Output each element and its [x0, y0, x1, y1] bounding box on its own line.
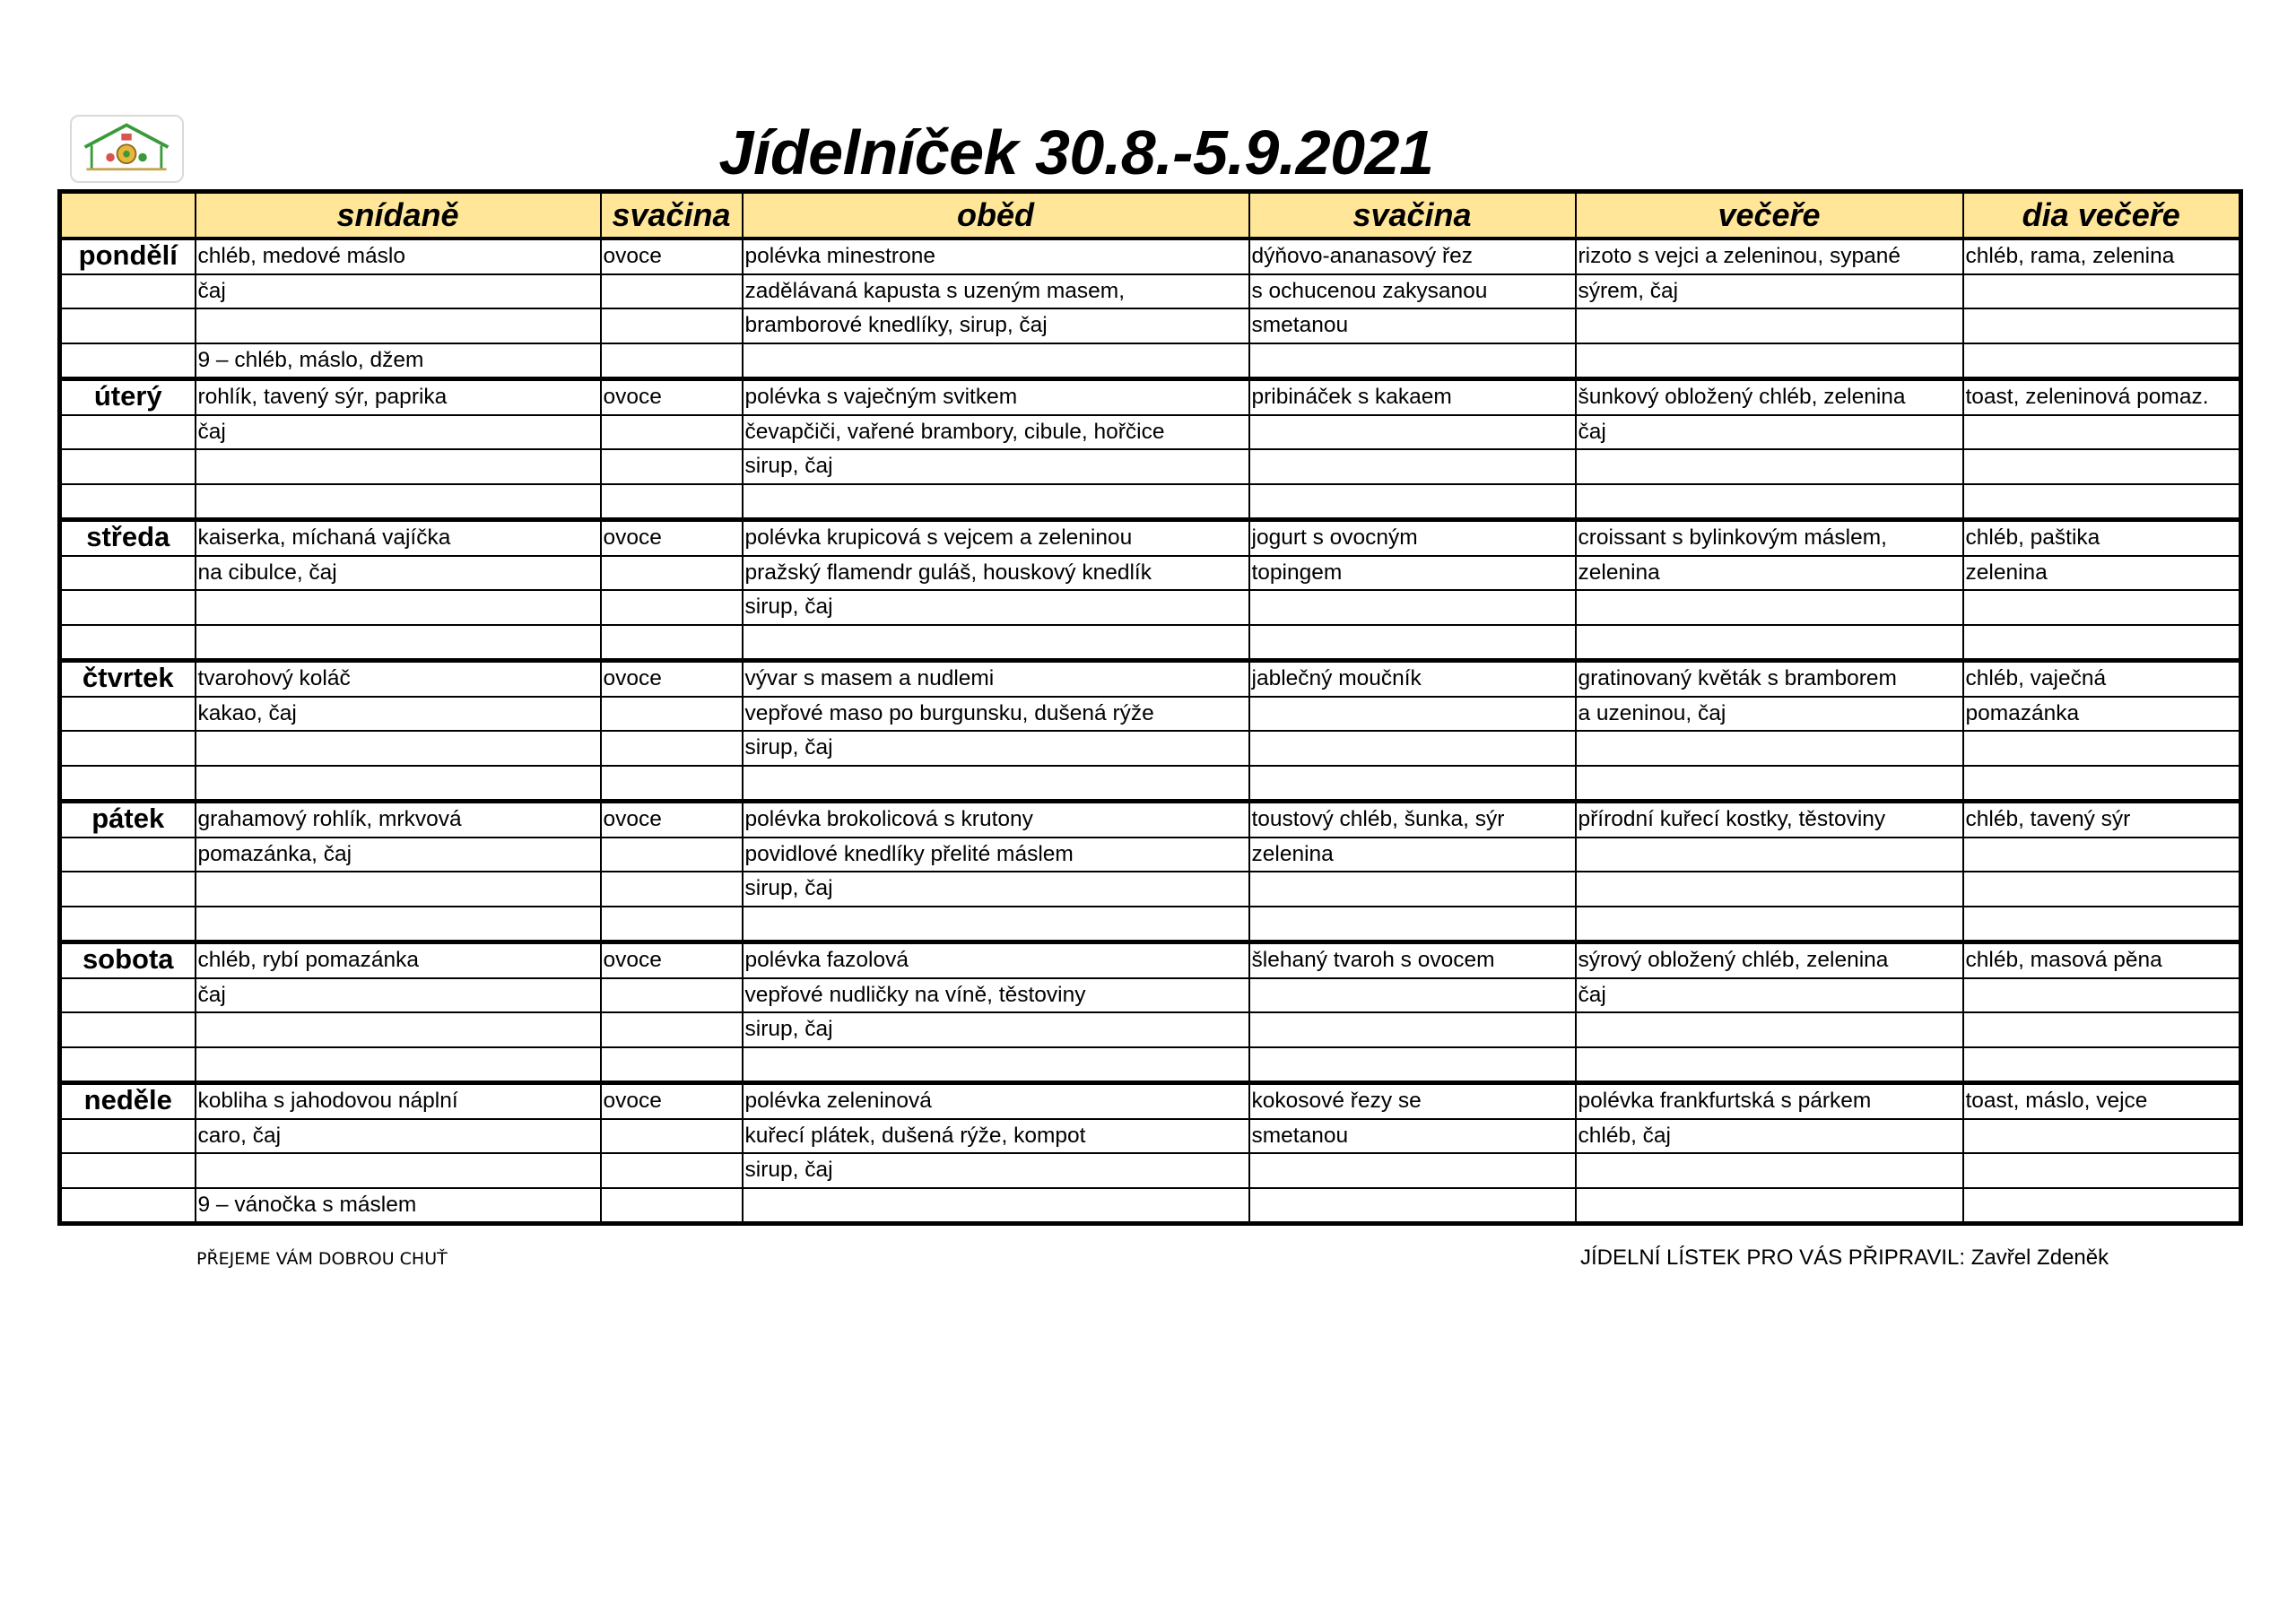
- column-header-diabetic-dinner: dia večeře: [1963, 192, 2241, 239]
- snack-morning-cell: ovoce: [601, 802, 743, 838]
- dinner-cell: [1576, 484, 1963, 520]
- snack-morning-cell: [601, 1012, 743, 1047]
- snack-afternoon-cell: [1249, 1188, 1576, 1224]
- lunch-cell: vývar s masem a nudlemi: [743, 661, 1249, 697]
- table-row: [60, 415, 2241, 450]
- lunch-cell: povidlové knedlíky přelité máslem: [743, 838, 1249, 872]
- snack-morning-cell: [601, 978, 743, 1013]
- table-row: [60, 1119, 2241, 1154]
- diabetic-dinner-cell: toast, máslo, vejce: [1963, 1083, 2241, 1119]
- column-header-snack-afternoon: svačina: [1249, 192, 1576, 239]
- table-row: [60, 379, 2241, 415]
- day-cell: [60, 308, 196, 343]
- diabetic-dinner-cell: [1963, 766, 2241, 802]
- diabetic-dinner-cell: [1963, 590, 2241, 625]
- dinner-cell: [1576, 766, 1963, 802]
- snack-morning-cell: [601, 556, 743, 591]
- lunch-cell: sirup, čaj: [743, 731, 1249, 766]
- lunch-cell: čevapčiči, vařené brambory, cibule, hořčice: [743, 415, 1249, 450]
- snack-afternoon-cell: [1249, 1047, 1576, 1083]
- dinner-cell: [1576, 838, 1963, 872]
- dinner-cell: [1576, 1188, 1963, 1224]
- footer-wish: PŘEJEME VÁM DOBROU CHUŤ: [196, 1249, 448, 1269]
- day-cell: pátek: [60, 802, 196, 838]
- dinner-cell: [1576, 343, 1963, 379]
- snack-morning-cell: [601, 449, 743, 484]
- snack-morning-cell: [601, 1153, 743, 1188]
- dinner-cell: sýrový obložený chléb, zelenina: [1576, 942, 1963, 978]
- day-cell: [60, 697, 196, 732]
- snack-morning-cell: ovoce: [601, 1083, 743, 1119]
- diabetic-dinner-cell: [1963, 1119, 2241, 1154]
- lunch-cell: polévka s vaječným svitkem: [743, 379, 1249, 415]
- diabetic-dinner-cell: [1963, 1047, 2241, 1083]
- diabetic-dinner-cell: [1963, 343, 2241, 379]
- snack-morning-cell: [601, 484, 743, 520]
- lunch-cell: polévka minestrone: [743, 239, 1249, 274]
- snack-afternoon-cell: kokosové řezy se: [1249, 1083, 1576, 1119]
- diabetic-dinner-cell: [1963, 838, 2241, 872]
- snack-afternoon-cell: [1249, 907, 1576, 942]
- lunch-cell: [743, 1047, 1249, 1083]
- table-row: [60, 942, 2241, 978]
- snack-afternoon-cell: jablečný moučník: [1249, 661, 1576, 697]
- day-cell: [60, 449, 196, 484]
- breakfast-cell: [196, 872, 601, 907]
- snack-morning-cell: [601, 907, 743, 942]
- diabetic-dinner-cell: [1963, 731, 2241, 766]
- snack-afternoon-cell: topingem: [1249, 556, 1576, 591]
- diabetic-dinner-cell: [1963, 484, 2241, 520]
- lunch-cell: pražský flamendr guláš, houskový knedlík: [743, 556, 1249, 591]
- table-row: [60, 661, 2241, 697]
- day-cell: [60, 1188, 196, 1224]
- table-row: [60, 556, 2241, 591]
- snack-morning-cell: [601, 1188, 743, 1224]
- breakfast-cell: [196, 449, 601, 484]
- day-cell: [60, 484, 196, 520]
- diabetic-dinner-cell: [1963, 1188, 2241, 1224]
- breakfast-cell: [196, 1153, 601, 1188]
- dinner-cell: [1576, 1153, 1963, 1188]
- breakfast-cell: [196, 308, 601, 343]
- table-row: [60, 838, 2241, 872]
- day-cell: [60, 556, 196, 591]
- dinner-cell: croissant s bylinkovým máslem,: [1576, 520, 1963, 556]
- table-row: [60, 1188, 2241, 1224]
- dinner-cell: chléb, čaj: [1576, 1119, 1963, 1154]
- snack-afternoon-cell: [1249, 590, 1576, 625]
- lunch-cell: zadělávaná kapusta s uzeným masem,: [743, 274, 1249, 309]
- dinner-cell: [1576, 590, 1963, 625]
- lunch-cell: polévka brokolicová s krutony: [743, 802, 1249, 838]
- breakfast-cell: caro, čaj: [196, 1119, 601, 1154]
- day-cell: [60, 731, 196, 766]
- column-header-day: [60, 192, 196, 239]
- dinner-cell: [1576, 1047, 1963, 1083]
- snack-afternoon-cell: [1249, 343, 1576, 379]
- diabetic-dinner-cell: [1963, 625, 2241, 661]
- table-row: [60, 449, 2241, 484]
- breakfast-cell: [196, 590, 601, 625]
- breakfast-cell: [196, 766, 601, 802]
- dinner-cell: [1576, 731, 1963, 766]
- lunch-cell: [743, 625, 1249, 661]
- snack-morning-cell: [601, 872, 743, 907]
- breakfast-cell: pomazánka, čaj: [196, 838, 601, 872]
- breakfast-cell: [196, 1012, 601, 1047]
- diabetic-dinner-cell: [1963, 274, 2241, 309]
- snack-morning-cell: [601, 625, 743, 661]
- lunch-cell: kuřecí plátek, dušená rýže, kompot: [743, 1119, 1249, 1154]
- dinner-cell: přírodní kuřecí kostky, těstoviny: [1576, 802, 1963, 838]
- table-row: [60, 308, 2241, 343]
- snack-morning-cell: [601, 766, 743, 802]
- table-row: [60, 274, 2241, 309]
- table-row: [60, 239, 2241, 274]
- dinner-cell: čaj: [1576, 415, 1963, 450]
- dinner-cell: [1576, 308, 1963, 343]
- dinner-cell: gratinovaný květák s bramborem: [1576, 661, 1963, 697]
- day-cell: [60, 1153, 196, 1188]
- lunch-cell: polévka zeleninová: [743, 1083, 1249, 1119]
- day-cell: [60, 625, 196, 661]
- diabetic-dinner-cell: chléb, paštika: [1963, 520, 2241, 556]
- snack-afternoon-cell: [1249, 697, 1576, 732]
- snack-afternoon-cell: dýňovo-ananasový řez: [1249, 239, 1576, 274]
- snack-morning-cell: [601, 274, 743, 309]
- day-cell: [60, 343, 196, 379]
- snack-afternoon-cell: zelenina: [1249, 838, 1576, 872]
- snack-morning-cell: [601, 731, 743, 766]
- column-header-breakfast: snídaně: [196, 192, 601, 239]
- breakfast-cell: na cibulce, čaj: [196, 556, 601, 591]
- lunch-cell: vepřové nudličky na víně, těstoviny: [743, 978, 1249, 1013]
- day-cell: [60, 274, 196, 309]
- snack-morning-cell: ovoce: [601, 239, 743, 274]
- dinner-cell: čaj: [1576, 978, 1963, 1013]
- day-cell: středa: [60, 520, 196, 556]
- table-row: [60, 590, 2241, 625]
- table-row: [60, 1153, 2241, 1188]
- snack-afternoon-cell: [1249, 449, 1576, 484]
- snack-afternoon-cell: jogurt s ovocným: [1249, 520, 1576, 556]
- breakfast-cell: rohlík, tavený sýr, paprika: [196, 379, 601, 415]
- lunch-cell: sirup, čaj: [743, 590, 1249, 625]
- day-cell: [60, 415, 196, 450]
- menu-table: [57, 189, 2243, 1226]
- table-row: [60, 520, 2241, 556]
- snack-morning-cell: ovoce: [601, 379, 743, 415]
- lunch-cell: [743, 907, 1249, 942]
- snack-afternoon-cell: smetanou: [1249, 308, 1576, 343]
- diabetic-dinner-cell: [1963, 449, 2241, 484]
- column-header-dinner: večeře: [1576, 192, 1963, 239]
- table-row: [60, 697, 2241, 732]
- snack-morning-cell: [601, 1119, 743, 1154]
- snack-afternoon-cell: toustový chléb, šunka, sýr: [1249, 802, 1576, 838]
- table-row: [60, 484, 2241, 520]
- diabetic-dinner-cell: chléb, vaječná: [1963, 661, 2241, 697]
- snack-morning-cell: ovoce: [601, 520, 743, 556]
- day-cell: [60, 907, 196, 942]
- dinner-cell: [1576, 907, 1963, 942]
- diabetic-dinner-cell: pomazánka: [1963, 697, 2241, 732]
- diabetic-dinner-cell: [1963, 978, 2241, 1013]
- breakfast-cell: [196, 731, 601, 766]
- day-cell: [60, 1047, 196, 1083]
- breakfast-cell: 9 – vánočka s máslem: [196, 1188, 601, 1224]
- lunch-cell: sirup, čaj: [743, 1012, 1249, 1047]
- snack-afternoon-cell: s ochucenou zakysanou: [1249, 274, 1576, 309]
- dinner-cell: polévka frankfurtská s párkem: [1576, 1083, 1963, 1119]
- day-cell: [60, 838, 196, 872]
- table-row: [60, 343, 2241, 379]
- table-row: [60, 1012, 2241, 1047]
- diabetic-dinner-cell: [1963, 907, 2241, 942]
- page-title: Jídelníček 30.8.-5.9.2021: [718, 117, 1434, 187]
- lunch-cell: polévka fazolová: [743, 942, 1249, 978]
- day-cell: [60, 978, 196, 1013]
- day-cell: neděle: [60, 1083, 196, 1119]
- dinner-cell: [1576, 1012, 1963, 1047]
- snack-afternoon-cell: smetanou: [1249, 1119, 1576, 1154]
- snack-morning-cell: [601, 697, 743, 732]
- breakfast-cell: chléb, rybí pomazánka: [196, 942, 601, 978]
- header-row: [60, 192, 2241, 239]
- lunch-cell: polévka krupicová s vejcem a zeleninou: [743, 520, 1249, 556]
- dinner-cell: [1576, 449, 1963, 484]
- diabetic-dinner-cell: chléb, masová pěna: [1963, 942, 2241, 978]
- snack-morning-cell: ovoce: [601, 942, 743, 978]
- snack-morning-cell: ovoce: [601, 661, 743, 697]
- diabetic-dinner-cell: zelenina: [1963, 556, 2241, 591]
- day-cell: [60, 872, 196, 907]
- dinner-cell: sýrem, čaj: [1576, 274, 1963, 309]
- lunch-cell: [743, 1188, 1249, 1224]
- day-cell: [60, 766, 196, 802]
- column-header-snack-morning: svačina: [601, 192, 743, 239]
- table-row: [60, 907, 2241, 942]
- snack-afternoon-cell: [1249, 978, 1576, 1013]
- diabetic-dinner-cell: [1963, 1153, 2241, 1188]
- breakfast-cell: kakao, čaj: [196, 697, 601, 732]
- snack-morning-cell: [601, 1047, 743, 1083]
- table-row: [60, 978, 2241, 1013]
- snack-afternoon-cell: [1249, 484, 1576, 520]
- table-row: [60, 1047, 2241, 1083]
- lunch-cell: vepřové maso po burgunsku, dušená rýže: [743, 697, 1249, 732]
- day-cell: [60, 1012, 196, 1047]
- lunch-cell: bramborové knedlíky, sirup, čaj: [743, 308, 1249, 343]
- dinner-cell: zelenina: [1576, 556, 1963, 591]
- table-row: [60, 802, 2241, 838]
- breakfast-cell: grahamový rohlík, mrkvová: [196, 802, 601, 838]
- breakfast-cell: čaj: [196, 415, 601, 450]
- lunch-cell: [743, 343, 1249, 379]
- diabetic-dinner-cell: [1963, 415, 2241, 450]
- snack-afternoon-cell: [1249, 1153, 1576, 1188]
- diabetic-dinner-cell: chléb, rama, zelenina: [1963, 239, 2241, 274]
- breakfast-cell: [196, 625, 601, 661]
- dinner-cell: rizoto s vejci a zeleninou, sypané: [1576, 239, 1963, 274]
- table-row: [60, 872, 2241, 907]
- breakfast-cell: [196, 907, 601, 942]
- footer-author: JÍDELNÍ LÍSTEK PRO VÁS PŘIPRAVIL: Zavřel Zdeněk: [1580, 1245, 2109, 1270]
- dinner-cell: šunkový obložený chléb, zelenina: [1576, 379, 1963, 415]
- table-row: [60, 766, 2241, 802]
- snack-afternoon-cell: [1249, 625, 1576, 661]
- breakfast-cell: tvarohový koláč: [196, 661, 601, 697]
- snack-afternoon-cell: pribináček s kakaem: [1249, 379, 1576, 415]
- snack-afternoon-cell: [1249, 731, 1576, 766]
- breakfast-cell: [196, 1047, 601, 1083]
- snack-morning-cell: [601, 308, 743, 343]
- table-row: [60, 731, 2241, 766]
- lunch-cell: sirup, čaj: [743, 872, 1249, 907]
- day-cell: [60, 590, 196, 625]
- snack-morning-cell: [601, 838, 743, 872]
- snack-morning-cell: [601, 343, 743, 379]
- diabetic-dinner-cell: [1963, 1012, 2241, 1047]
- breakfast-cell: kobliha s jahodovou náplní: [196, 1083, 601, 1119]
- day-cell: sobota: [60, 942, 196, 978]
- menu-body: [60, 239, 2241, 1224]
- lunch-cell: [743, 484, 1249, 520]
- dinner-cell: [1576, 872, 1963, 907]
- lunch-cell: [743, 766, 1249, 802]
- snack-morning-cell: [601, 415, 743, 450]
- breakfast-cell: kaiserka, míchaná vajíčka: [196, 520, 601, 556]
- snack-afternoon-cell: [1249, 415, 1576, 450]
- diabetic-dinner-cell: chléb, tavený sýr: [1963, 802, 2241, 838]
- day-cell: čtvrtek: [60, 661, 196, 697]
- snack-afternoon-cell: šlehaný tvaroh s ovocem: [1249, 942, 1576, 978]
- day-cell: pondělí: [60, 239, 196, 274]
- diabetic-dinner-cell: [1963, 308, 2241, 343]
- dinner-cell: a uzeninou, čaj: [1576, 697, 1963, 732]
- column-header-lunch: oběd: [743, 192, 1249, 239]
- breakfast-cell: chléb, medové máslo: [196, 239, 601, 274]
- snack-afternoon-cell: [1249, 1012, 1576, 1047]
- dinner-cell: [1576, 625, 1963, 661]
- breakfast-cell: čaj: [196, 978, 601, 1013]
- lunch-cell: sirup, čaj: [743, 1153, 1249, 1188]
- breakfast-cell: 9 – chléb, máslo, džem: [196, 343, 601, 379]
- lunch-cell: sirup, čaj: [743, 449, 1249, 484]
- breakfast-cell: [196, 484, 601, 520]
- day-cell: úterý: [60, 379, 196, 415]
- snack-afternoon-cell: [1249, 872, 1576, 907]
- breakfast-cell: čaj: [196, 274, 601, 309]
- diabetic-dinner-cell: toast, zeleninová pomaz.: [1963, 379, 2241, 415]
- snack-afternoon-cell: [1249, 766, 1576, 802]
- table-row: [60, 1083, 2241, 1119]
- snack-morning-cell: [601, 590, 743, 625]
- day-cell: [60, 1119, 196, 1154]
- diabetic-dinner-cell: [1963, 872, 2241, 907]
- table-row: [60, 625, 2241, 661]
